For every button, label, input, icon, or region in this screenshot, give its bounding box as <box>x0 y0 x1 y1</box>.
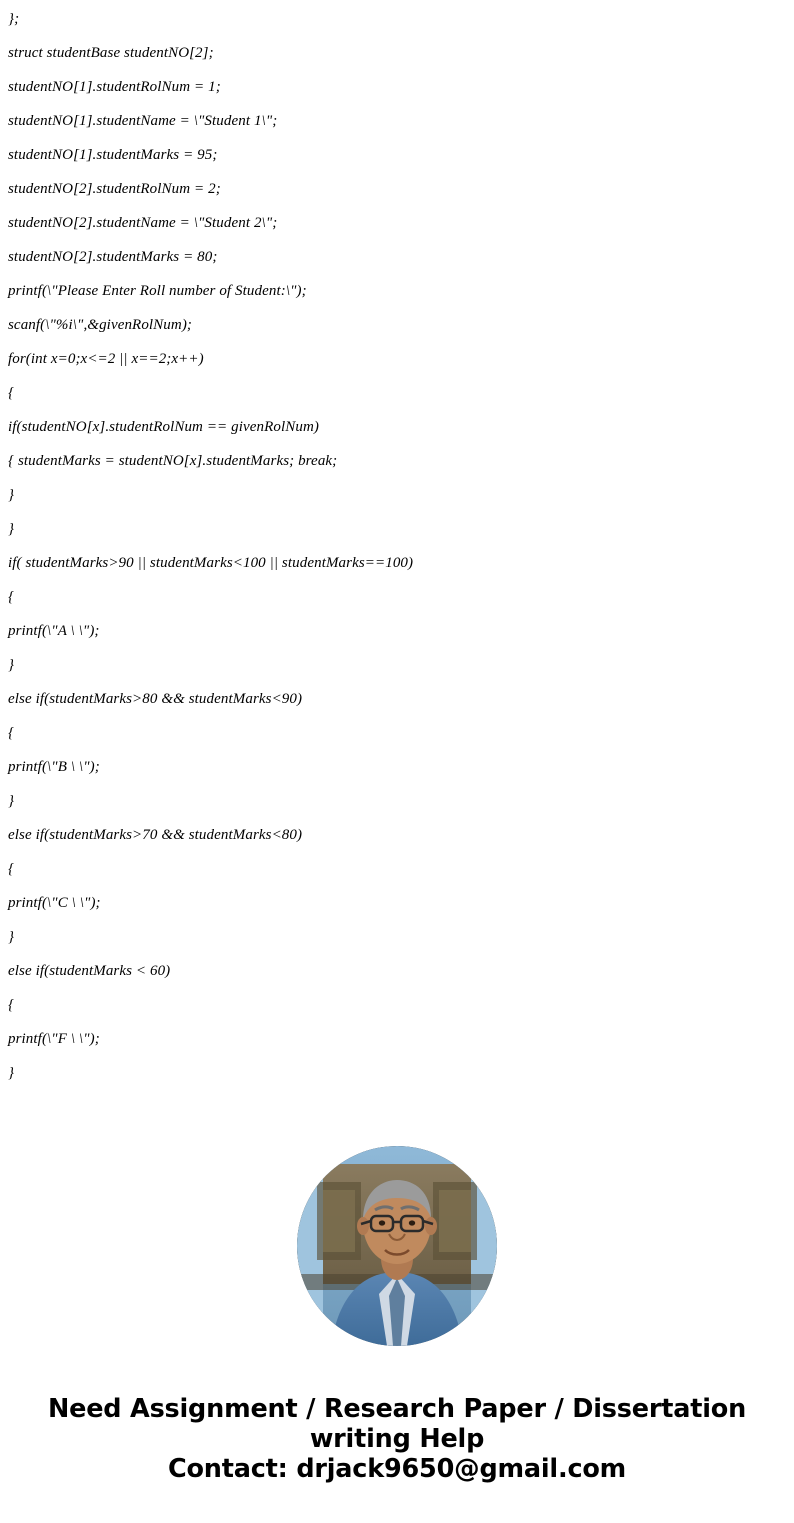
code-line: } <box>8 1065 15 1081</box>
code-line: if(studentNO[x].studentRolNum == givenRolNum) <box>8 419 319 435</box>
code-line: printf(\"Please Enter Roll number of Student:\"); <box>8 283 307 299</box>
code-line: printf(\"F \ \"); <box>8 1031 100 1047</box>
promo-line-2: writing Help <box>309 1424 485 1454</box>
code-line: { <box>8 589 15 605</box>
code-line: studentNO[1].studentMarks = 95; <box>8 147 218 163</box>
code-line: studentNO[2].studentName = \"Student 2\"; <box>8 215 278 231</box>
code-line: studentNO[1].studentRolNum = 1; <box>8 79 221 95</box>
code-line: else if(studentMarks>70 && studentMarks<80) <box>8 827 303 843</box>
code-line: scanf(\"%i\",&givenRolNum); <box>8 317 193 333</box>
portrait-photo-icon <box>297 1146 497 1346</box>
code-line: { <box>8 725 15 741</box>
code-line: }; <box>8 11 20 27</box>
code-line: } <box>8 793 15 809</box>
code-line: { studentMarks = studentNO[x].studentMarks; break; <box>8 453 338 469</box>
promo-line-1: Need Assignment / Research Paper / Dissertation <box>47 1394 747 1424</box>
code-line: } <box>8 929 15 945</box>
promo-banner <box>8 1394 786 1484</box>
code-line: studentNO[2].studentRolNum = 2; <box>8 181 221 197</box>
code-line: for(int x=0;x<=2 || x==2;x++) <box>8 351 204 367</box>
code-line: } <box>8 487 15 503</box>
promo-contact: Contact: drjack9650@gmail.com <box>167 1454 627 1484</box>
code-line: printf(\"C \ \"); <box>8 895 101 911</box>
author-photo-container <box>8 1146 786 1346</box>
code-line: if( studentMarks>90 || studentMarks<100 || studentMarks==100) <box>8 555 414 571</box>
avatar <box>297 1146 497 1346</box>
code-line: { <box>8 861 15 877</box>
code-line: else if(studentMarks>80 && studentMarks<90) <box>8 691 303 707</box>
code-line: } <box>8 521 15 537</box>
code-line: else if(studentMarks < 60) <box>8 963 171 979</box>
code-listing <box>8 0 786 1090</box>
code-line: { <box>8 997 15 1013</box>
code-line: printf(\"B \ \"); <box>8 759 100 775</box>
code-line: { <box>8 385 15 401</box>
code-line: printf(\"A \ \"); <box>8 623 100 639</box>
code-line: studentNO[1].studentName = \"Student 1\"; <box>8 113 278 129</box>
code-line: } <box>8 657 15 673</box>
code-line: struct studentBase studentNO[2]; <box>8 45 214 61</box>
code-line: studentNO[2].studentMarks = 80; <box>8 249 218 265</box>
